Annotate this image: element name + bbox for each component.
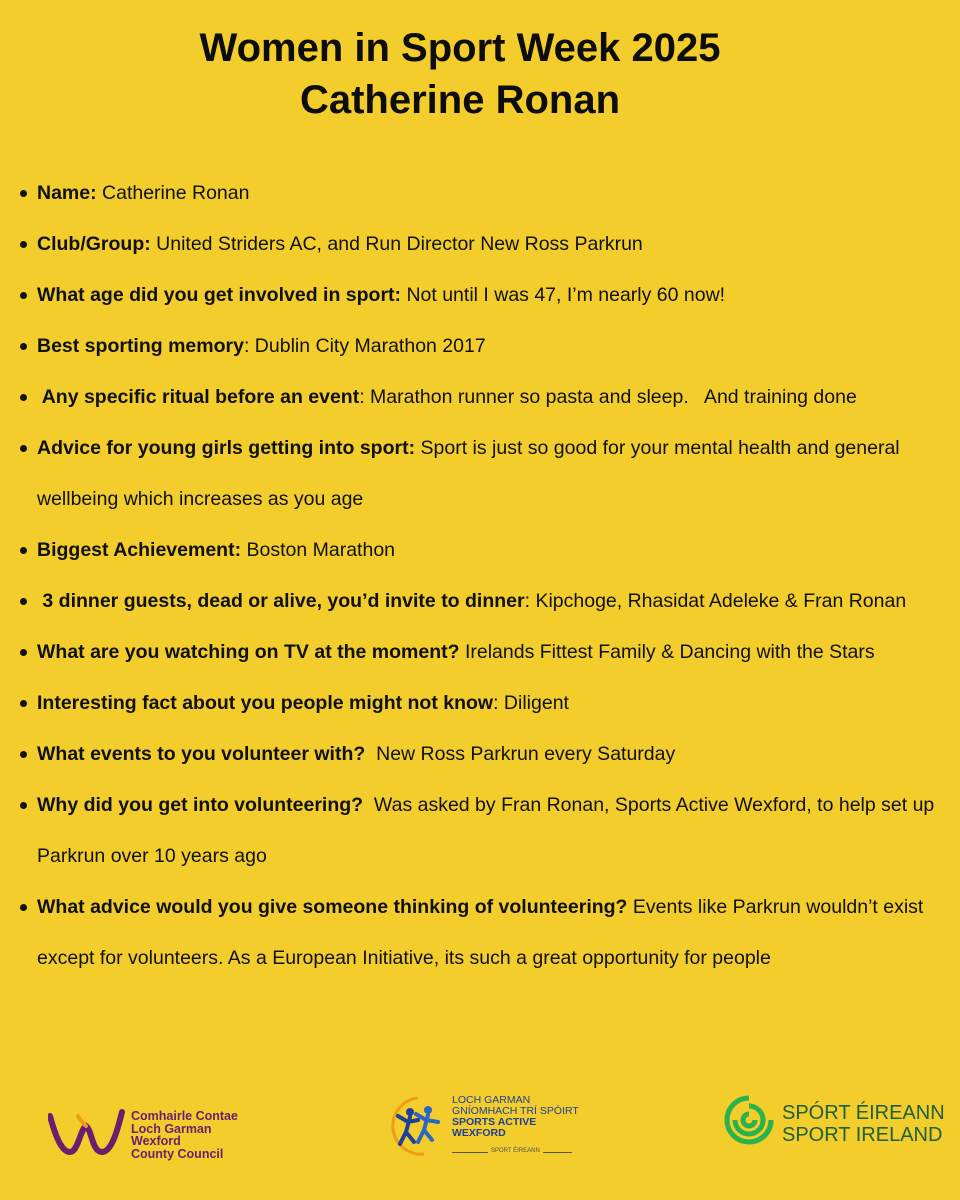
logo-line: County Council	[131, 1146, 224, 1161]
qa-item-events	[37, 729, 950, 780]
qa-item-why-volunteer	[37, 780, 950, 882]
question: What are you watching on TV at the moment?	[37, 641, 460, 663]
qa-item-advice-girls	[37, 423, 950, 525]
qa-item-ritual	[37, 372, 950, 423]
qa-item-club	[37, 219, 950, 270]
answer: Was asked by Fran Ronan, Sports Active Wexford, to help set up Parkrun over 10 years ago	[37, 794, 940, 867]
wexford-w-mark-icon	[48, 1108, 128, 1158]
logo-line: SPORTS ACTIVE	[452, 1116, 537, 1128]
qa-item-memory	[37, 321, 950, 372]
question: Club/Group:	[37, 233, 151, 255]
logo-line: GNÍOMHACH TRÍ SPÓIRT	[452, 1105, 579, 1117]
sports-active-wexford-logo	[388, 1092, 588, 1162]
answer: : Marathon runner so pasta and sleep. And training done	[359, 386, 857, 408]
sport-ireland-spiral-icon	[722, 1090, 776, 1160]
qa-item-tv	[37, 627, 950, 678]
qa-item-age	[37, 270, 950, 321]
page-title	[0, 22, 920, 126]
footer-logos	[0, 1090, 960, 1170]
logo-line: SPORT IRELAND	[782, 1124, 943, 1146]
answer: : Kipchoge, Rhasidat Adeleke & Fran Ronan	[524, 590, 907, 612]
sports-active-figures-icon	[388, 1092, 450, 1162]
sport-ireland-logo-text	[782, 1102, 945, 1146]
answer: New Ross Parkrun every Saturday	[365, 743, 676, 765]
sport-ireland-logo	[722, 1090, 945, 1160]
qa-item-fact	[37, 678, 950, 729]
question: Best sporting memory	[37, 335, 244, 357]
qa-item-dinner-guests	[37, 576, 950, 627]
logo-line: WEXFORD	[452, 1127, 506, 1139]
logo-line: SPÓRT ÉIREANN	[782, 1102, 945, 1124]
question: Biggest Achievement:	[37, 539, 242, 561]
answer: United Striders AC, and Run Director New Ross Parkrun	[150, 233, 643, 255]
answer: Not until I was 47, I’m nearly 60 now!	[401, 284, 726, 306]
question: Why did you get into volunteering?	[37, 794, 364, 816]
answer: Irelands Fittest Family & Dancing with the Stars	[459, 641, 875, 663]
question: What advice would you give someone thinking of volunteering?	[37, 896, 628, 918]
wexford-logo-text	[131, 1110, 238, 1160]
question: Name:	[37, 182, 97, 204]
answer: Events like Parkrun wouldn’t exist except for volunteers. As a European Initiative, its such a great opportunity for people	[37, 896, 924, 969]
question: 3 dinner guests, dead or alive, you’d invite to dinner	[37, 590, 525, 612]
question: What events to you volunteer with?	[37, 743, 366, 765]
qa-list	[0, 168, 950, 984]
wexford-county-council-logo	[48, 1108, 248, 1161]
question: Interesting fact about you people might not know	[37, 692, 494, 714]
title-event: Women in Sport Week 2025	[199, 26, 721, 70]
sports-active-logo-text	[452, 1095, 579, 1139]
question: What age did you get involved in sport:	[37, 284, 402, 306]
logo-line: Wexford	[131, 1134, 181, 1148]
logo-line: Comhairle Contae	[131, 1109, 238, 1123]
answer: Catherine Ronan	[96, 182, 250, 204]
logo-line: LOCH GARMAN	[452, 1094, 531, 1106]
logo-line: Loch Garman	[131, 1121, 212, 1136]
question: Any specific ritual before an event	[37, 386, 360, 408]
answer: Boston Marathon	[241, 539, 396, 561]
qa-item-advice-volunteer	[37, 882, 950, 984]
logo-subtext: SPORT ÉIREANN	[488, 1148, 543, 1154]
answer: : Diligent	[493, 692, 569, 714]
title-person: Catherine Ronan	[299, 78, 621, 122]
answer: Sport is just so good for your mental health and general wellbeing which increases as you age	[37, 437, 900, 510]
question: Advice for young girls getting into sport:	[37, 437, 416, 459]
qa-item-name	[37, 168, 950, 219]
answer: : Dublin City Marathon 2017	[243, 335, 486, 357]
qa-item-achievement	[37, 525, 950, 576]
